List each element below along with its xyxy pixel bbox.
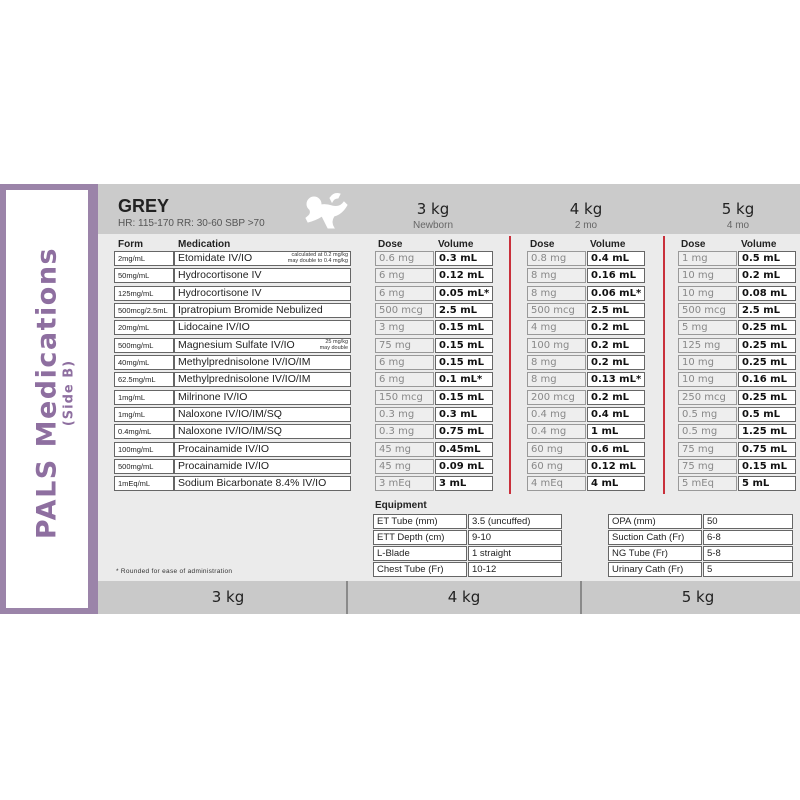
- volume-cell: [435, 407, 493, 422]
- equipment-value: [468, 546, 562, 561]
- dose-cell-text: 60 mg: [531, 444, 563, 455]
- equipment-value: [703, 546, 793, 561]
- volume-cell-text: 0.15 mL: [742, 461, 787, 472]
- volume-cell-text: 2.5 mL: [591, 305, 629, 316]
- volume-cell-text: 0.2 mL: [591, 392, 629, 403]
- dose-cell-text: 75 mg: [379, 340, 411, 351]
- volume-cell: [587, 303, 645, 318]
- dose-cell-text: 8 mg: [531, 270, 557, 281]
- volume-cell-text: 0.5 mL: [742, 253, 780, 264]
- weight-3kg: 3 kg: [416, 200, 450, 218]
- volume-cell: [435, 268, 493, 283]
- side-title: PALS Medications: [31, 246, 63, 540]
- form-cell: [114, 390, 174, 405]
- dose-cell: [678, 286, 737, 301]
- age-4kg: 2 mo: [574, 220, 598, 231]
- dose-cell-text: 75 mg: [682, 461, 714, 472]
- dose-cell-text: 200 mcg: [531, 392, 575, 403]
- volume-cell-text: 0.06 mL*: [591, 288, 642, 299]
- volume-cell: [587, 442, 645, 457]
- volume-cell-text: 4 mL: [591, 478, 619, 489]
- medication-cell-text: Etomidate IV/IO: [178, 252, 253, 264]
- side-subtitle: (Side B): [61, 359, 77, 427]
- volume-cell-text: 0.15 mL: [439, 392, 484, 403]
- volume-cell-text: 0.15 mL: [439, 322, 484, 333]
- volume-cell: [435, 286, 493, 301]
- equipment-value-text: 5: [707, 564, 713, 575]
- medication-cell-text: Hydrocortisone IV: [178, 269, 262, 281]
- volume-cell: [435, 355, 493, 370]
- column-divider: [663, 236, 665, 494]
- medication-cell: [174, 476, 351, 491]
- form-cell: [114, 476, 174, 491]
- dose-cell-text: 5 mg: [682, 322, 708, 333]
- equipment-value-text: 6-8: [707, 532, 721, 543]
- volume-cell: [587, 372, 645, 387]
- dose-cell: [375, 459, 434, 474]
- form-cell-text: 1mg/mL: [118, 393, 146, 402]
- side-banner: [0, 184, 98, 614]
- volume-cell: [738, 320, 796, 335]
- volume-cell: [435, 251, 493, 266]
- volume-header-3kg: Volume: [438, 239, 474, 250]
- dose-cell-text: 6 mg: [379, 270, 405, 281]
- equipment-value: [703, 514, 793, 529]
- weight-5kg: 5 kg: [721, 200, 755, 218]
- dose-cell-text: 500 mcg: [379, 305, 423, 316]
- volume-cell: [738, 372, 796, 387]
- volume-cell: [435, 476, 493, 491]
- dose-cell: [375, 338, 434, 353]
- volume-cell: [738, 338, 796, 353]
- medication-cell-text: Hydrocortisone IV: [178, 287, 262, 299]
- dose-cell: [527, 355, 586, 370]
- dose-cell: [678, 320, 737, 335]
- volume-cell: [738, 390, 796, 405]
- equipment-label: [373, 546, 467, 561]
- form-cell-text: 500mg/mL: [118, 341, 154, 350]
- volume-cell-text: 5 mL: [742, 478, 770, 489]
- volume-cell: [738, 424, 796, 439]
- medication-cell: [174, 286, 351, 301]
- volume-cell: [738, 407, 796, 422]
- equipment-value-text: 50: [707, 516, 718, 527]
- medication-cell-text: Sodium Bicarbonate 8.4% IV/IO: [178, 477, 327, 489]
- dosing-note-line: may double to 0.4 mg/kg: [287, 258, 348, 264]
- dose-cell: [375, 424, 434, 439]
- volume-cell: [435, 372, 493, 387]
- medication-cell: [174, 390, 351, 405]
- medication-cell: [174, 407, 351, 422]
- equipment-label-text: ET Tube (mm): [377, 516, 438, 527]
- medication-cell-text: Naloxone IV/IO/IM/SQ: [178, 425, 282, 437]
- equipment-label-text: Suction Cath (Fr): [612, 532, 685, 543]
- form-cell: [114, 424, 174, 439]
- form-cell-text: 50mg/mL: [118, 271, 150, 280]
- dose-cell-text: 1 mg: [682, 253, 708, 264]
- equipment-value: [703, 530, 793, 545]
- dose-cell-text: 0.4 mg: [531, 426, 567, 437]
- equipment-label: [373, 530, 467, 545]
- weight-4kg: 4 kg: [569, 200, 603, 218]
- dose-cell-text: 8 mg: [531, 357, 557, 368]
- dose-cell: [375, 286, 434, 301]
- volume-cell: [435, 320, 493, 335]
- dose-cell: [678, 355, 737, 370]
- medication-cell: [174, 303, 351, 318]
- volume-cell-text: 0.25 mL: [742, 392, 787, 403]
- volume-cell-text: 0.09 mL: [439, 461, 484, 472]
- equipment-label: [608, 530, 702, 545]
- dose-cell: [527, 303, 586, 318]
- equipment-label: [373, 514, 467, 529]
- dose-cell-text: 45 mg: [379, 444, 411, 455]
- dose-cell: [375, 251, 434, 266]
- dose-header-4kg: Dose: [530, 239, 555, 250]
- form-cell: [114, 251, 174, 266]
- age-3kg: Newborn: [412, 220, 454, 231]
- dose-cell: [678, 303, 737, 318]
- volume-cell-text: 0.25 mL: [742, 322, 787, 333]
- volume-cell-text: 0.1 mL*: [439, 374, 483, 385]
- form-cell: [114, 407, 174, 422]
- medication-cell: [174, 251, 351, 266]
- volume-cell: [587, 320, 645, 335]
- dose-cell: [375, 442, 434, 457]
- form-cell-text: 100mg/mL: [118, 445, 154, 454]
- volume-cell: [435, 303, 493, 318]
- volume-cell: [738, 355, 796, 370]
- dose-cell-text: 125 mg: [682, 340, 721, 351]
- equipment-value: [468, 562, 562, 577]
- volume-cell-text: 0.16 mL: [591, 270, 636, 281]
- volume-cell: [587, 338, 645, 353]
- dose-cell: [375, 355, 434, 370]
- dose-header-5kg: Dose: [681, 239, 706, 250]
- dose-cell-text: 3 mg: [379, 322, 405, 333]
- medication-cell: [174, 424, 351, 439]
- volume-cell: [587, 476, 645, 491]
- volume-cell-text: 0.16 mL: [742, 374, 787, 385]
- dose-cell: [375, 476, 434, 491]
- volume-cell-text: 0.3 mL: [439, 409, 477, 420]
- dose-cell: [527, 459, 586, 474]
- volume-cell: [738, 476, 796, 491]
- dose-cell: [527, 286, 586, 301]
- bottom-bar: [98, 581, 800, 614]
- dose-cell: [678, 459, 737, 474]
- dose-cell-text: 3 mEq: [379, 478, 411, 489]
- column-divider: [509, 236, 511, 494]
- volume-cell: [587, 286, 645, 301]
- dose-cell-text: 0.8 mg: [531, 253, 567, 264]
- bottom-weight-5kg: 5 kg: [681, 588, 715, 606]
- vitals-text: HR: 115-170 RR: 30-60 SBP >70: [118, 218, 265, 229]
- dose-cell: [678, 424, 737, 439]
- medication-cell-text: Naloxone IV/IO/IM/SQ: [178, 408, 282, 420]
- dose-cell-text: 10 mg: [682, 374, 714, 385]
- volume-cell-text: 2.5 mL: [742, 305, 780, 316]
- form-cell-text: 20mg/mL: [118, 323, 150, 332]
- medication-cell-text: Milrinone IV/IO: [178, 391, 248, 403]
- dose-cell-text: 10 mg: [682, 357, 714, 368]
- dose-cell-text: 0.4 mg: [531, 409, 567, 420]
- form-cell: [114, 442, 174, 457]
- volume-cell: [738, 251, 796, 266]
- volume-cell: [435, 390, 493, 405]
- volume-cell-text: 0.75 mL: [742, 444, 787, 455]
- volume-cell-text: 1.25 mL: [742, 426, 787, 437]
- volume-cell: [738, 303, 796, 318]
- equipment-value-text: 9-10: [472, 532, 492, 543]
- medication-cell: [174, 459, 351, 474]
- volume-cell-text: 0.25 mL: [742, 340, 787, 351]
- dose-cell: [527, 251, 586, 266]
- medication-cell-text: Ipratropium Bromide Nebulized: [178, 304, 323, 316]
- volume-cell-text: 0.15 mL: [439, 340, 484, 351]
- volume-cell-text: 0.2 mL: [591, 340, 629, 351]
- volume-cell-text: 0.2 mL: [742, 270, 780, 281]
- medication-cell: [174, 442, 351, 457]
- equipment-value-text: 1 straight: [472, 548, 512, 559]
- dose-cell: [678, 476, 737, 491]
- medication-header: Medication: [178, 239, 231, 250]
- volume-cell: [435, 338, 493, 353]
- form-header: Form: [118, 239, 143, 250]
- dosing-note-line: may double: [319, 345, 348, 351]
- dose-cell-text: 500 mcg: [682, 305, 726, 316]
- dose-cell: [375, 407, 434, 422]
- volume-cell: [738, 268, 796, 283]
- form-cell: [114, 372, 174, 387]
- equipment-label: [608, 546, 702, 561]
- dose-cell: [678, 338, 737, 353]
- volume-cell: [587, 251, 645, 266]
- equipment-label-text: L-Blade: [377, 548, 410, 559]
- form-cell-text: 1mEq/mL: [118, 479, 151, 488]
- volume-cell: [435, 424, 493, 439]
- dose-cell-text: 8 mg: [531, 288, 557, 299]
- volume-cell: [587, 355, 645, 370]
- form-cell: [114, 268, 174, 283]
- form-cell-text: 125mg/mL: [118, 289, 154, 298]
- volume-cell-text: 0.3 mL: [439, 253, 477, 264]
- medication-cell-text: Procainamide IV/IO: [178, 443, 270, 455]
- volume-cell-text: 0.2 mL: [591, 357, 629, 368]
- dose-cell: [527, 390, 586, 405]
- volume-cell-text: 0.08 mL: [742, 288, 787, 299]
- equipment-label: [608, 562, 702, 577]
- form-cell: [114, 459, 174, 474]
- equipment-label-text: NG Tube (Fr): [612, 548, 668, 559]
- equipment-label-text: Urinary Cath (Fr): [612, 564, 684, 575]
- dose-cell: [678, 268, 737, 283]
- form-cell-text: 62.5mg/mL: [118, 375, 156, 384]
- medication-cell-text: Lidocaine IV/IO: [178, 321, 250, 333]
- volume-cell: [587, 390, 645, 405]
- dose-cell: [678, 372, 737, 387]
- dose-cell-text: 75 mg: [682, 444, 714, 455]
- dose-cell-text: 0.5 mg: [682, 426, 718, 437]
- volume-cell-text: 0.12 mL: [591, 461, 636, 472]
- form-cell: [114, 338, 174, 353]
- dose-cell: [678, 442, 737, 457]
- medication-cell: [174, 268, 351, 283]
- dose-cell-text: 6 mg: [379, 374, 405, 385]
- dose-cell-text: 0.3 mg: [379, 426, 415, 437]
- dose-cell: [527, 476, 586, 491]
- medication-card: [0, 184, 800, 614]
- equipment-value: [703, 562, 793, 577]
- dose-cell: [527, 407, 586, 422]
- dose-cell: [375, 320, 434, 335]
- volume-cell-text: 0.4 mL: [591, 409, 629, 420]
- dose-cell: [375, 303, 434, 318]
- dose-cell-text: 0.5 mg: [682, 409, 718, 420]
- volume-cell-text: 0.13 mL*: [591, 374, 642, 385]
- header-bar: [98, 184, 800, 234]
- volume-header-4kg: Volume: [590, 239, 626, 250]
- volume-cell-text: 0.45mL: [439, 444, 481, 455]
- equipment-label: [608, 514, 702, 529]
- form-cell: [114, 320, 174, 335]
- main-panel: [98, 184, 800, 614]
- volume-cell-text: 3 mL: [439, 478, 467, 489]
- equipment-label-text: ETT Depth (cm): [377, 532, 445, 543]
- form-cell: [114, 286, 174, 301]
- dosing-note: [320, 339, 348, 351]
- dose-cell: [527, 268, 586, 283]
- footnote: * Rounded for ease of administration: [116, 568, 233, 575]
- dose-cell-text: 45 mg: [379, 461, 411, 472]
- form-cell: [114, 355, 174, 370]
- dose-cell: [678, 390, 737, 405]
- bottom-divider: [346, 581, 348, 614]
- equipment-label-text: OPA (mm): [612, 516, 656, 527]
- dose-cell-text: 5 mEq: [682, 478, 714, 489]
- dose-cell: [527, 424, 586, 439]
- volume-header-5kg: Volume: [741, 239, 777, 250]
- dose-cell-text: 150 mcg: [379, 392, 423, 403]
- form-cell-text: 500mcg/2.5mL: [118, 306, 168, 315]
- dose-header-3kg: Dose: [378, 239, 403, 250]
- bottom-weight-4kg: 4 kg: [447, 588, 481, 606]
- medication-cell: [174, 355, 351, 370]
- medication-cell-text: Procainamide IV/IO: [178, 460, 270, 472]
- dose-cell: [375, 372, 434, 387]
- volume-cell-text: 0.6 mL: [591, 444, 629, 455]
- dose-cell-text: 500 mcg: [531, 305, 575, 316]
- dose-cell: [527, 442, 586, 457]
- bottom-weight-3kg: 3 kg: [211, 588, 245, 606]
- equipment-label: [373, 562, 467, 577]
- volume-cell: [738, 459, 796, 474]
- equipment-value: [468, 530, 562, 545]
- medication-cell: [174, 372, 351, 387]
- volume-cell: [435, 459, 493, 474]
- dose-cell: [678, 407, 737, 422]
- equipment-value: [468, 514, 562, 529]
- dose-cell-text: 60 mg: [531, 461, 563, 472]
- volume-cell: [587, 268, 645, 283]
- medication-cell-text: Methylprednisolone IV/IO/IM: [178, 356, 311, 368]
- dose-cell: [527, 372, 586, 387]
- medication-cell: [174, 320, 351, 335]
- dose-cell-text: 0.3 mg: [379, 409, 415, 420]
- volume-cell: [435, 442, 493, 457]
- dosing-note-line: calculated at 0.2 mg/kg: [291, 252, 348, 258]
- dose-cell-text: 4 mg: [531, 322, 557, 333]
- form-cell-text: 500mg/mL: [118, 462, 154, 471]
- volume-cell-text: 0.12 mL: [439, 270, 484, 281]
- form-cell-text: 40mg/mL: [118, 358, 150, 367]
- form-cell-text: 1mg/mL: [118, 410, 146, 419]
- category-title: GREY: [118, 196, 170, 216]
- dose-cell-text: 250 mcg: [682, 392, 726, 403]
- volume-cell: [587, 407, 645, 422]
- volume-cell-text: 0.4 mL: [591, 253, 629, 264]
- medication-cell: [174, 338, 351, 353]
- age-5kg: 4 mo: [726, 220, 750, 231]
- dose-cell: [375, 268, 434, 283]
- equipment-title: Equipment: [375, 500, 427, 511]
- volume-cell-text: 0.75 mL: [439, 426, 484, 437]
- dose-cell-text: 0.6 mg: [379, 253, 415, 264]
- form-cell-text: 0.4mg/mL: [118, 427, 152, 436]
- volume-cell-text: 0.5 mL: [742, 409, 780, 420]
- infant-icon: [300, 190, 350, 230]
- equipment-value-text: 5-8: [707, 548, 721, 559]
- volume-cell-text: 0.2 mL: [591, 322, 629, 333]
- form-cell: [114, 303, 174, 318]
- dose-cell: [375, 390, 434, 405]
- equipment-value-text: 3.5 (uncuffed): [472, 516, 531, 527]
- dose-cell-text: 6 mg: [379, 357, 405, 368]
- dose-cell-text: 10 mg: [682, 270, 714, 281]
- form-cell-text: 2mg/mL: [118, 254, 146, 263]
- bottom-divider: [580, 581, 582, 614]
- volume-cell-text: 0.15 mL: [439, 357, 484, 368]
- volume-cell-text: 0.05 mL*: [439, 288, 490, 299]
- equipment-label-text: Chest Tube (Fr): [377, 564, 444, 575]
- dose-cell-text: 10 mg: [682, 288, 714, 299]
- dose-cell-text: 4 mEq: [531, 478, 563, 489]
- dose-cell-text: 100 mg: [531, 340, 570, 351]
- medication-cell-text: Magnesium Sulfate IV/IO: [178, 339, 295, 351]
- dose-cell: [527, 338, 586, 353]
- dose-cell-text: 8 mg: [531, 374, 557, 385]
- volume-cell: [738, 286, 796, 301]
- volume-cell-text: 0.25 mL: [742, 357, 787, 368]
- medication-cell-text: Methylprednisolone IV/IO/IM: [178, 373, 311, 385]
- volume-cell: [587, 424, 645, 439]
- dose-cell-text: 6 mg: [379, 288, 405, 299]
- dose-cell: [527, 320, 586, 335]
- dose-cell: [678, 251, 737, 266]
- volume-cell: [587, 459, 645, 474]
- dosing-note-line: 25 mg/kg: [325, 339, 348, 345]
- dosing-note: [288, 252, 348, 264]
- equipment-value-text: 10-12: [472, 564, 497, 575]
- volume-cell-text: 1 mL: [591, 426, 619, 437]
- volume-cell-text: 2.5 mL: [439, 305, 477, 316]
- volume-cell: [738, 442, 796, 457]
